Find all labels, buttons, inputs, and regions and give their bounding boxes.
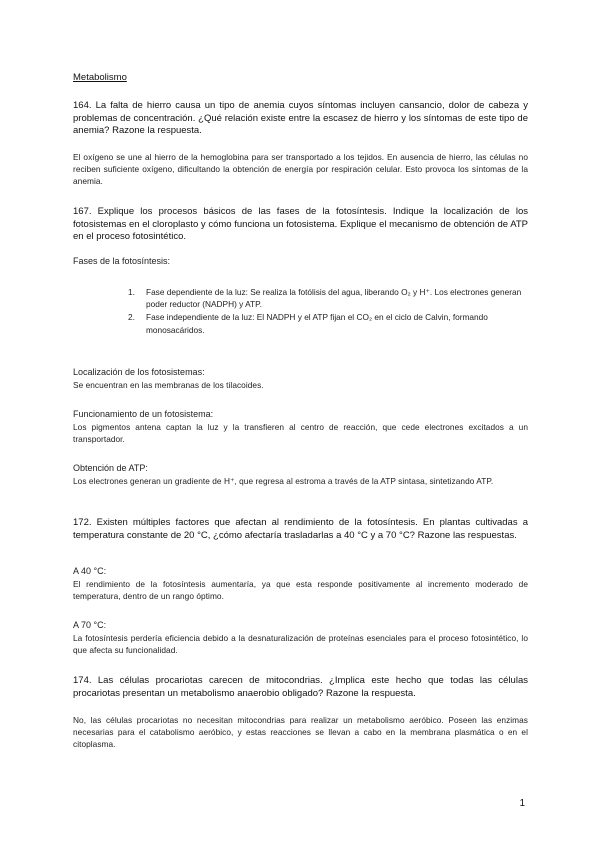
question-167: 167. Explique los procesos básicos de las fases de la fotosíntesis. Indique la localización de los fotosistemas en el cloroplasto y cómo funciona un fotosistema. Explique el mecanismo de obtención de ATP en el proceso fotosintético.: [73, 206, 528, 243]
list-item: [128, 311, 528, 335]
atp-heading: Obtención de ATP:: [73, 463, 148, 473]
atp-text: Los electrones generan un gradiente de H⁺, que regresa al estroma a través de la ATP sintasa, sintetizando ATP.: [73, 476, 494, 486]
function-heading: Funcionamiento de un fotosistema:: [73, 409, 214, 419]
phases-heading: Fases de la fotosíntesis:: [73, 256, 171, 266]
phases-list: [128, 286, 528, 337]
function-text: Los pigmentos antena captan la luz y la transfieren al centro de reacción, que cede electrones excitados a un transportador.: [73, 422, 528, 445]
answer-174: No, las células procariotas no necesitan mitocondrias para realizar un metabolismo aeróbico. Poseen las enzimas necesarias para el catabolismo aeróbico, y estas reacciones se llevan a cabo en la membrana plasmática o en el citoplasma.: [73, 715, 528, 750]
answer-40c: El rendimiento de la fotosíntesis aumentaría, ya que esta responde positivamente al incremento moderado de temperatura, dentro de un rango óptimo.: [73, 579, 528, 602]
answer-70c: La fotosíntesis perdería eficiencia debido a la desnaturalización de proteínas esenciales para el proceso fotosintético, lo que afecta su funcionalidad.: [73, 633, 528, 656]
list-item-number: 1.: [128, 287, 135, 297]
answer-164: El oxígeno se une al hierro de la hemoglobina para ser transportado a los tejidos. En ausencia de hierro, las células no reciben suficiente oxígeno, dificultando la obtención de energía por respiración celular. Esto provoca los síntomas de la anemia.: [73, 152, 528, 187]
page-number: 1: [519, 798, 525, 809]
heading-70c: A 70 °C:: [73, 620, 107, 630]
list-item-number: 2.: [128, 312, 135, 323]
location-heading: Localización de los fotosistemas:: [73, 367, 205, 377]
question-174: 174. Las células procariotas carecen de mitocondrias. ¿Implica este hecho que todas las células procariotas presentan un metabolismo anaerobio obligado? Razone la respuesta.: [73, 675, 528, 699]
question-172: 172. Existen múltiples factores que afectan al rendimiento de la fotosíntesis. En plantas cultivadas a temperatura constante de 20 °C, ¿cómo afectaría trasladarlas a 40 °C y a 70 °C? Razone las respuestas.: [73, 517, 528, 541]
list-item-text: Fase dependiente de la luz: Se realiza la fotólisis del agua, liberando O₂ y H⁺. Los electrones generan poder reductor (NADPH) y ATP.: [146, 287, 522, 310]
section-title: Metabolismo: [73, 72, 127, 83]
question-164: 164. La falta de hierro causa un tipo de anemia cuyos síntomas incluyen cansancio, dolor de cabeza y problemas de concentración. ¿Qué relación existe entre la escasez de hierro y los síntomas de este tipo de anemia? Razone la respuesta.: [73, 100, 528, 137]
heading-40c: A 40 °C:: [73, 566, 107, 576]
list-item: [128, 286, 528, 310]
list-item-text: Fase independiente de la luz: El NADPH y el ATP fijan el CO₂ en el ciclo de Calvin, formando monosacáridos.: [146, 312, 488, 335]
location-text: Se encuentran en las membranas de los tilacoides.: [73, 380, 264, 390]
